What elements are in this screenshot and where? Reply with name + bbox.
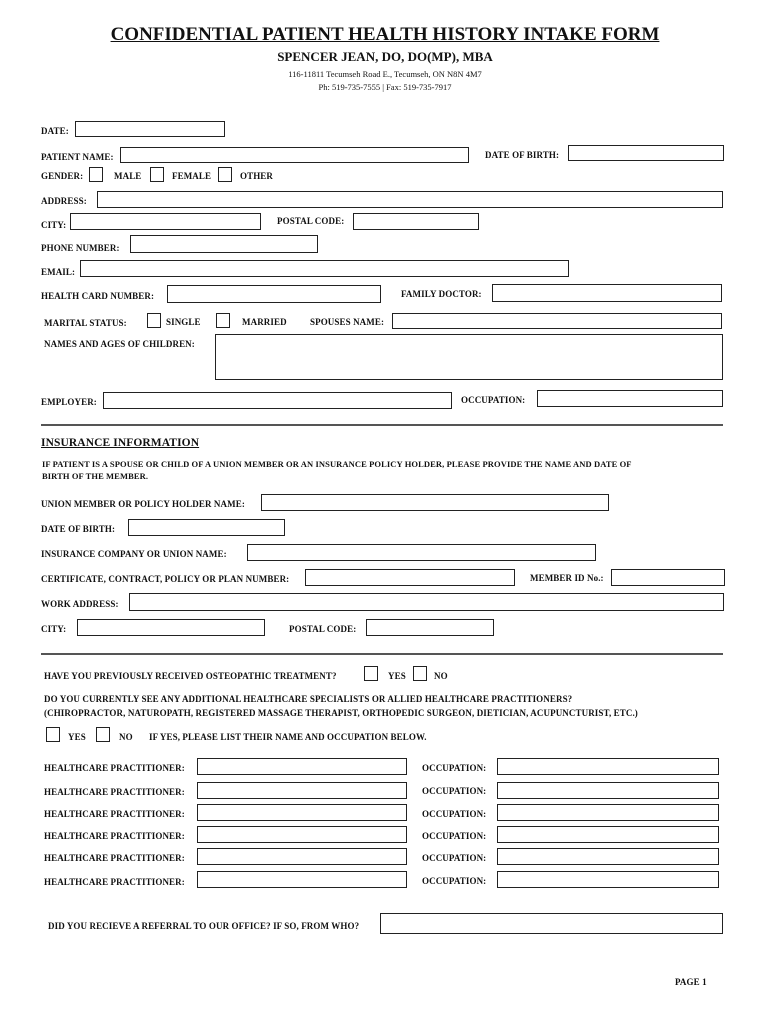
practitioner-field[interactable] xyxy=(197,871,407,888)
gender-other-checkbox[interactable] xyxy=(218,167,232,182)
practitioner-field[interactable] xyxy=(197,758,407,775)
insurance-note-line1: IF PATIENT IS A SPOUSE OR CHILD OF A UNION MEMBER OR AN INSURANCE POLICY HOLDER, PLEASE PROVIDE THE NAME AND DATE OF xyxy=(42,459,632,469)
gender-female-checkbox[interactable] xyxy=(150,167,164,182)
practitioner-occupation-field[interactable] xyxy=(497,848,719,865)
practitioner-occupation-field[interactable] xyxy=(497,758,719,775)
if-yes-instruction: IF YES, PLEASE LIST THEIR NAME AND OCCUPATION BELOW. xyxy=(149,732,427,742)
insurance-postal-field[interactable] xyxy=(366,619,494,636)
marital-status-label: MARITAL STATUS: xyxy=(44,318,127,328)
page-number: PAGE 1 xyxy=(675,977,707,987)
marital-married-label: MARRIED xyxy=(242,317,287,327)
specialist-question-line2: (CHIROPRACTOR, NATUROPATH, REGISTERED MASSAGE THERAPIST, ORTHOPEDIC SURGEON, DIETICIAN, ACUPUNCTURIST, ETC.) xyxy=(44,708,638,718)
work-address-field[interactable] xyxy=(129,593,724,611)
postal-code-field[interactable] xyxy=(353,213,479,230)
gender-male-label: MALE xyxy=(114,171,142,181)
children-label: NAMES AND AGES OF CHILDREN: xyxy=(44,339,195,349)
spouses-name-label: SPOUSES NAME: xyxy=(310,317,385,327)
insurance-company-field[interactable] xyxy=(247,544,596,561)
practitioner-occupation-label: OCCUPATION: xyxy=(422,763,487,773)
city-field[interactable] xyxy=(70,213,261,230)
insurance-postal-label: POSTAL CODE: xyxy=(289,624,357,634)
referral-question: DID YOU RECIEVE A REFERRAL TO OUR OFFICE? IF SO, FROM WHO? xyxy=(48,921,360,931)
practitioner-field[interactable] xyxy=(197,826,407,843)
date-label: DATE: xyxy=(41,126,69,136)
doctor-name: SPENCER JEAN, DO, DO(MP), MBA xyxy=(277,49,493,64)
holder-dob-field[interactable] xyxy=(128,519,285,536)
gender-female-label: FEMALE xyxy=(172,171,212,181)
address-field[interactable] xyxy=(97,191,723,208)
dob-label: DATE OF BIRTH: xyxy=(485,150,560,160)
marital-single-label: SINGLE xyxy=(166,317,201,327)
holder-dob-label: DATE OF BIRTH: xyxy=(41,524,116,534)
employer-label: EMPLOYER: xyxy=(41,397,97,407)
practitioner-label: HEALTHCARE PRACTITIONER: xyxy=(44,809,185,819)
practitioner-label: HEALTHCARE PRACTITIONER: xyxy=(44,831,185,841)
specialist-no-label: NO xyxy=(119,732,133,742)
holder-name-field[interactable] xyxy=(261,494,609,511)
insurance-city-label: CITY: xyxy=(41,624,67,634)
patient-name-label: PATIENT NAME: xyxy=(41,152,114,162)
holder-name-label: UNION MEMBER OR POLICY HOLDER NAME: xyxy=(41,499,245,509)
osteo-yes-label: YES xyxy=(388,671,406,681)
certificate-label: CERTIFICATE, CONTRACT, POLICY OR PLAN NUMBER: xyxy=(41,574,290,584)
practitioner-occupation-field[interactable] xyxy=(497,804,719,821)
employer-field[interactable] xyxy=(103,392,452,409)
specialist-question-line1: DO YOU CURRENTLY SEE ANY ADDITIONAL HEALTHCARE SPECIALISTS OR ALLIED HEALTHCARE PRACTITIONERS? xyxy=(44,694,573,704)
practitioner-occupation-field[interactable] xyxy=(497,782,719,799)
practitioner-occupation-label: OCCUPATION: xyxy=(422,853,487,863)
practitioner-label: HEALTHCARE PRACTITIONER: xyxy=(44,877,185,887)
practitioner-field[interactable] xyxy=(197,848,407,865)
divider xyxy=(41,653,723,655)
work-address-label: WORK ADDRESS: xyxy=(41,599,119,609)
dob-field[interactable] xyxy=(568,145,724,161)
certificate-field[interactable] xyxy=(305,569,515,586)
divider xyxy=(41,424,723,426)
referral-field[interactable] xyxy=(380,913,723,934)
practitioner-field[interactable] xyxy=(197,804,407,821)
phone-field[interactable] xyxy=(130,235,318,253)
city-label: CITY: xyxy=(41,220,67,230)
practitioner-occupation-field[interactable] xyxy=(497,871,719,888)
date-field[interactable] xyxy=(75,121,225,137)
gender-label: GENDER: xyxy=(41,171,84,181)
insurance-city-field[interactable] xyxy=(77,619,265,636)
osteo-no-checkbox[interactable] xyxy=(413,666,427,681)
clinic-phone: Ph: 519-735-7555 | Fax: 519-735-7917 xyxy=(318,82,452,92)
postal-code-label: POSTAL CODE: xyxy=(277,216,345,226)
gender-male-checkbox[interactable] xyxy=(89,167,103,182)
family-doctor-label: FAMILY DOCTOR: xyxy=(401,289,482,299)
spouses-name-field[interactable] xyxy=(392,313,722,329)
email-label: EMAIL: xyxy=(41,267,76,277)
specialist-no-checkbox[interactable] xyxy=(96,727,110,742)
patient-name-field[interactable] xyxy=(120,147,469,163)
practitioner-label: HEALTHCARE PRACTITIONER: xyxy=(44,763,185,773)
form-title: CONFIDENTIAL PATIENT HEALTH HISTORY INTAKE FORM xyxy=(110,24,660,45)
phone-label: PHONE NUMBER: xyxy=(41,243,120,253)
marital-married-checkbox[interactable] xyxy=(216,313,230,328)
practitioner-label: HEALTHCARE PRACTITIONER: xyxy=(44,853,185,863)
practitioner-field[interactable] xyxy=(197,782,407,799)
osteo-yes-checkbox[interactable] xyxy=(364,666,378,681)
address-label: ADDRESS: xyxy=(41,196,87,206)
specialist-yes-label: YES xyxy=(68,732,86,742)
osteo-question: HAVE YOU PREVIOUSLY RECEIVED OSTEOPATHIC TREATMENT? xyxy=(44,671,337,681)
gender-other-label: OTHER xyxy=(240,171,274,181)
practitioner-occupation-label: OCCUPATION: xyxy=(422,831,487,841)
marital-single-checkbox[interactable] xyxy=(147,313,161,328)
insurance-note-line2: BIRTH OF THE MEMBER. xyxy=(42,471,149,481)
osteo-no-label: NO xyxy=(434,671,448,681)
insurance-heading: INSURANCE INFORMATION xyxy=(41,437,200,449)
occupation-field[interactable] xyxy=(537,390,723,407)
insurance-company-label: INSURANCE COMPANY OR UNION NAME: xyxy=(41,549,227,559)
practitioner-occupation-field[interactable] xyxy=(497,826,719,843)
member-id-field[interactable] xyxy=(611,569,725,586)
specialist-yes-checkbox[interactable] xyxy=(46,727,60,742)
family-doctor-field[interactable] xyxy=(492,284,722,302)
practitioner-occupation-label: OCCUPATION: xyxy=(422,876,487,886)
practitioner-occupation-label: OCCUPATION: xyxy=(422,786,487,796)
children-field[interactable] xyxy=(215,334,723,380)
clinic-address: 116-11811 Tecumseh Road E., Tecumseh, ON N8N 4M7 xyxy=(288,69,482,79)
practitioner-occupation-label: OCCUPATION: xyxy=(422,809,487,819)
occupation-label: OCCUPATION: xyxy=(461,395,526,405)
health-card-label: HEALTH CARD NUMBER: xyxy=(41,291,155,301)
health-card-field[interactable] xyxy=(167,285,381,303)
member-id-label: MEMBER ID No.: xyxy=(530,573,604,583)
email-field[interactable] xyxy=(80,260,569,277)
practitioner-label: HEALTHCARE PRACTITIONER: xyxy=(44,787,185,797)
